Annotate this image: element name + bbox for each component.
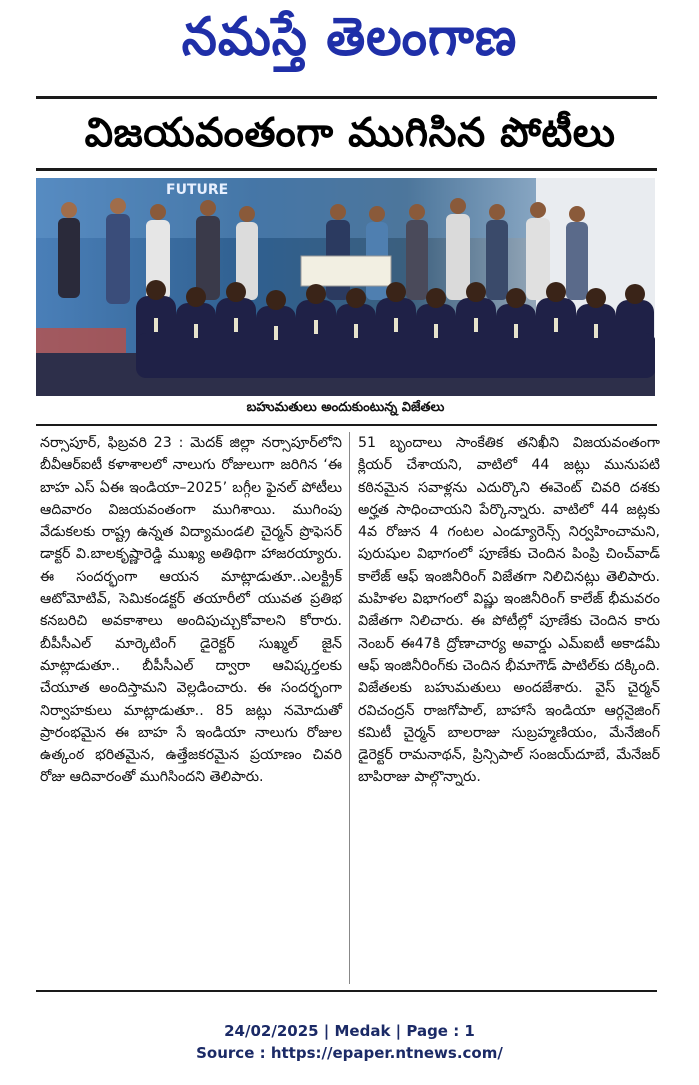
masthead: [0, 8, 699, 79]
article-text-right: 51 బృందాలు సాంకేతిక తనిఖీని విజయవంతంగా క్లియర్ చేశాయని, వాటిలో 44 జట్లు మునుపటి కఠినమైన సవాళ్లను ఎదుర్కొని ఈవెంట్ చివరి దశకు అర్హత సాధించాయని పేర్కొన్నారు. వాటిలో 44 జట్లకు 4వ రోజున 4 గంటల ఎండ్యూరెన్స్ నిర్వహించామని, పురుషుల విభాగంలో పూణేకు చెందిన పింప్రి చించ్‌వాడ్ కాలేజ్ ఆఫ్ ఇంజినీరింగ్ విజేతగా నిలిచినట్లు తెలిపారు. మహిళల విభాగంలో విష్ణు ఇంజినీరింగ్ కాలేజ్ భీమవరం విజేతగా నిలిచారు. ఈ పోటీల్లో పూణేకు చెందిన కారు నెంబర్ ఈ47కి ద్రోణాచార్య అవార్డు ఎమ్ఐటీ అకాడమీ ఆఫ్ ఇంజినీరింగ్‌కు చెందిన భీమాగౌడ్ పాటిల్‌కు దక్కింది. విజేతలకు బహుమతులు అందజేశారు. వైస్ చైర్మన్ రవిచంద్రన్ రాజగోపాల్, బాహాసే ఇండియా ఆర్గనైజింగ్ కమిటీ చైర్మన్ బాలరాజు సుబ్రహ్మణియం, మేనేజింగ్ డైరెక్టర్ రామనాథన్, ప్రిన్సిపాల్ సంజయ్‌దూబే, మేనేజర్ బాపిరాజు పాల్గొన్నారు.: [358, 435, 660, 786]
footer-date-line: 24/02/2025 | Medak | Page : 1: [224, 1022, 475, 1040]
caption-rule: [36, 424, 657, 426]
footer-source-line: Source : https://epaper.ntnews.com/: [196, 1044, 503, 1062]
column-divider: [349, 432, 350, 984]
headline: విజయవంతంగా ముగిసిన పోటీలు: [84, 110, 616, 156]
newspaper-title: నమస్తే తెలంగాణ: [181, 6, 518, 68]
bottom-rule: [36, 990, 657, 992]
banner-text: FUTURE: [166, 182, 229, 198]
article-column-right: [358, 432, 660, 789]
winners-photo-illustration: [36, 178, 655, 396]
article-text-left: నర్సాపూర్, ఫిబ్రవరి 23 : మెదక్ జిల్లా నర్సాపూర్‌లోని బీవీఆర్ఐటీ కళాశాలలో నాలుగు రోజులుగా జరిగిన ‘ఈ బాహ ఎస్ ఏఈ ఇండియా–2025’ బగ్గీల ఫైనల్ పోటీలు ఆదివారం విజయవంతంగా ముగిశాయి. ముగింపు వేడుకలకు రాష్ట్ర ఉన్నత విద్యామండలి చైర్మన్ ప్రొఫెసర్ డాక్టర్ వి.బాలకృష్ణారెడ్డి ముఖ్య అతిథిగా హాజరయ్యారు. ఈ సందర్భంగా ఆయన మాట్లాడుతూ..ఎలక్ట్రిక్ ఆటోమోటివ్, సెమికండక్టర్ తయారీలో యువత ప్రతిభ కనబరిచి అవకాశాలు అందిపుచ్చుకోవాలని కోరారు. బీపీసీఎల్ మార్కెటింగ్ డైరెక్టర్ సుఖ్మల్ జైన్ మాట్లాడుతూ.. బీపీసీఎల్ ద్వారా ఆవిష్కర్తలకు చేయూత అందిస్తామని వెల్లడించారు. ఈ సందర్భంగా నిర్వాహకులు మాట్లాడుతూ.. 85 జట్లు నమోదుతో ప్రారంభమైన ఈ బాహ సే ఇండియా నాలుగు రోజుల ఉత్కంఠ భరితమైన, ఉత్తేజకరమైన ప్రయాణం చివరి రోజు ఆదివారంతో ముగిసిందని తెలిపారు.: [40, 435, 342, 786]
news-photo: [36, 178, 655, 396]
headline-rule: [36, 168, 657, 171]
article-column-left: [40, 432, 342, 789]
top-rule: [36, 96, 657, 99]
photo-caption: బహుమతులు అందుకుంటున్న విజేతలు: [246, 400, 445, 415]
